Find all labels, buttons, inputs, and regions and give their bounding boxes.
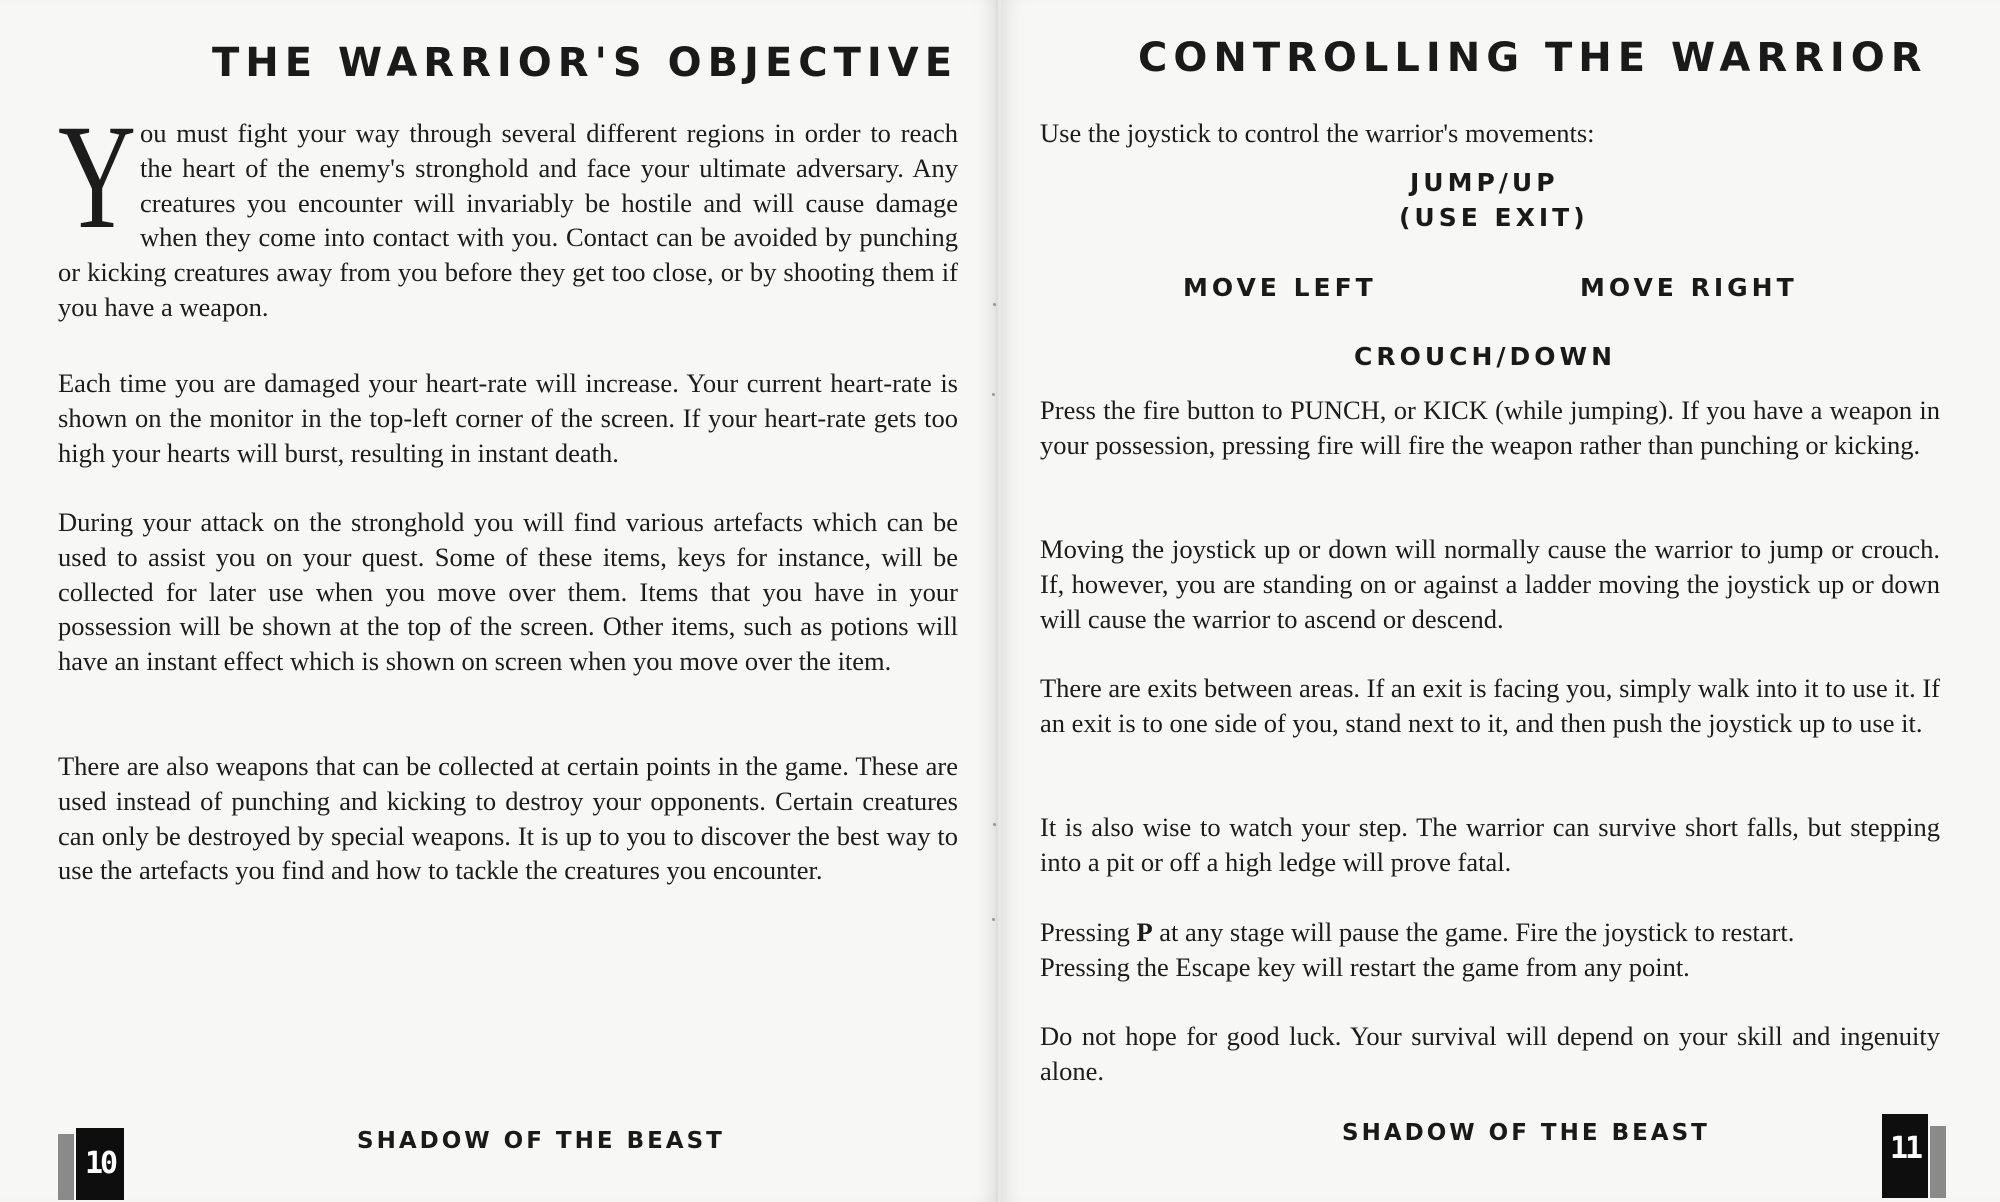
control-move-left: MOVE LEFT bbox=[1183, 273, 1377, 302]
fire-button-paragraph: Press the fire button to PUNCH, or KICK (while jumping). If you have a weapon in your possession, pressing fire will fire the weapon rather than punching or kicking. bbox=[1040, 395, 1940, 460]
ladder-paragraph: Moving the joystick up or down will normally cause the warrior to jump or crouch. If, however, you are standing on or against a ladder moving the joystick up or down will cause the warrior to ascend or descend. bbox=[1040, 534, 1940, 634]
pause-prefix: Pressing bbox=[1040, 917, 1137, 947]
control-move-right: MOVE RIGHT bbox=[1580, 273, 1798, 302]
control-jump-up: JUMP/UP bbox=[1410, 168, 1559, 197]
joystick-intro: Use the joystick to control the warrior's movements: bbox=[1040, 118, 1595, 148]
pause-suffix: at any stage will pause the game. Fire the joystick to restart. bbox=[1152, 917, 1795, 947]
page-number: 10 bbox=[76, 1128, 124, 1200]
artefacts-paragraph: During your attack on the stronghold you will find various artefacts which can be used to assist you on your quest. Some of these items, keys for instance, will be collected for later use when you move over them. Items that you have in your possession will be shown at the top of the screen. Other items, such as potions will have an instant effect which is shown on screen when you move over the item. bbox=[58, 507, 958, 677]
pause-paragraph bbox=[1040, 915, 1940, 985]
drop-cap: Y bbox=[58, 94, 136, 260]
final-paragraph: Do not hope for good luck. Your survival will depend on your skill and ingenuity alone. bbox=[1040, 1021, 1940, 1086]
right-page-heading: CONTROLLING THE WARRIOR bbox=[1138, 35, 1928, 81]
control-crouch-down: CROUCH/DOWN bbox=[1354, 342, 1617, 371]
exits-paragraph: There are exits between areas. If an exit is facing you, simply walk into it to use it. If an exit is to one side of you, stand next to it, and then push the joystick up to use it. bbox=[1040, 673, 1940, 738]
control-use-exit: (USE EXIT) bbox=[1399, 203, 1589, 232]
footer-title-right: SHADOW OF THE BEAST bbox=[1342, 1120, 1710, 1146]
heart-rate-paragraph: Each time you are damaged your heart-rate will increase. Your current heart-rate is shown on the monitor in the top-left corner of the screen. If your heart-rate gets too high your hearts will burst, resulting in instant death. bbox=[58, 368, 958, 468]
speck bbox=[992, 918, 995, 921]
left-page-heading: THE WARRIOR'S OBJECTIVE bbox=[212, 40, 959, 86]
escape-line: Pressing the Escape key will restart the game from any point. bbox=[1040, 951, 1690, 982]
intro-text: ou must fight your way through several different regions in order to reach the heart of the enemy's stronghold and face your ultimate adversary. Any creatures you encounter will invariably be hostile and will cause damage when they come into contact with you. Contact can be avoided by punching or kicking creatures away from you before they get too close, or by shooting them if you have a weapon. bbox=[58, 118, 958, 322]
page-tab-bar-right bbox=[1930, 1126, 1946, 1198]
footer-title: SHADOW OF THE BEAST bbox=[357, 1128, 725, 1154]
pause-key: P bbox=[1136, 917, 1153, 947]
weapons-paragraph: There are also weapons that can be collected at certain points in the game. These are used instead of punching and kicking to destroy your opponents. Certain creatures can only be destroyed by special weapons. It is up to you to discover the best way to use the artefacts you find and how to tackle the creatures you encounter. bbox=[58, 751, 958, 886]
falls-paragraph: It is also wise to watch your step. The warrior can survive short falls, but stepping into a pit or off a high ledge will prove fatal. bbox=[1040, 812, 1940, 877]
speck bbox=[992, 393, 995, 396]
intro-paragraph bbox=[58, 94, 958, 325]
left-page bbox=[0, 0, 998, 1202]
page-number-right: 11 bbox=[1882, 1114, 1928, 1198]
page-tab-bar bbox=[58, 1134, 74, 1200]
